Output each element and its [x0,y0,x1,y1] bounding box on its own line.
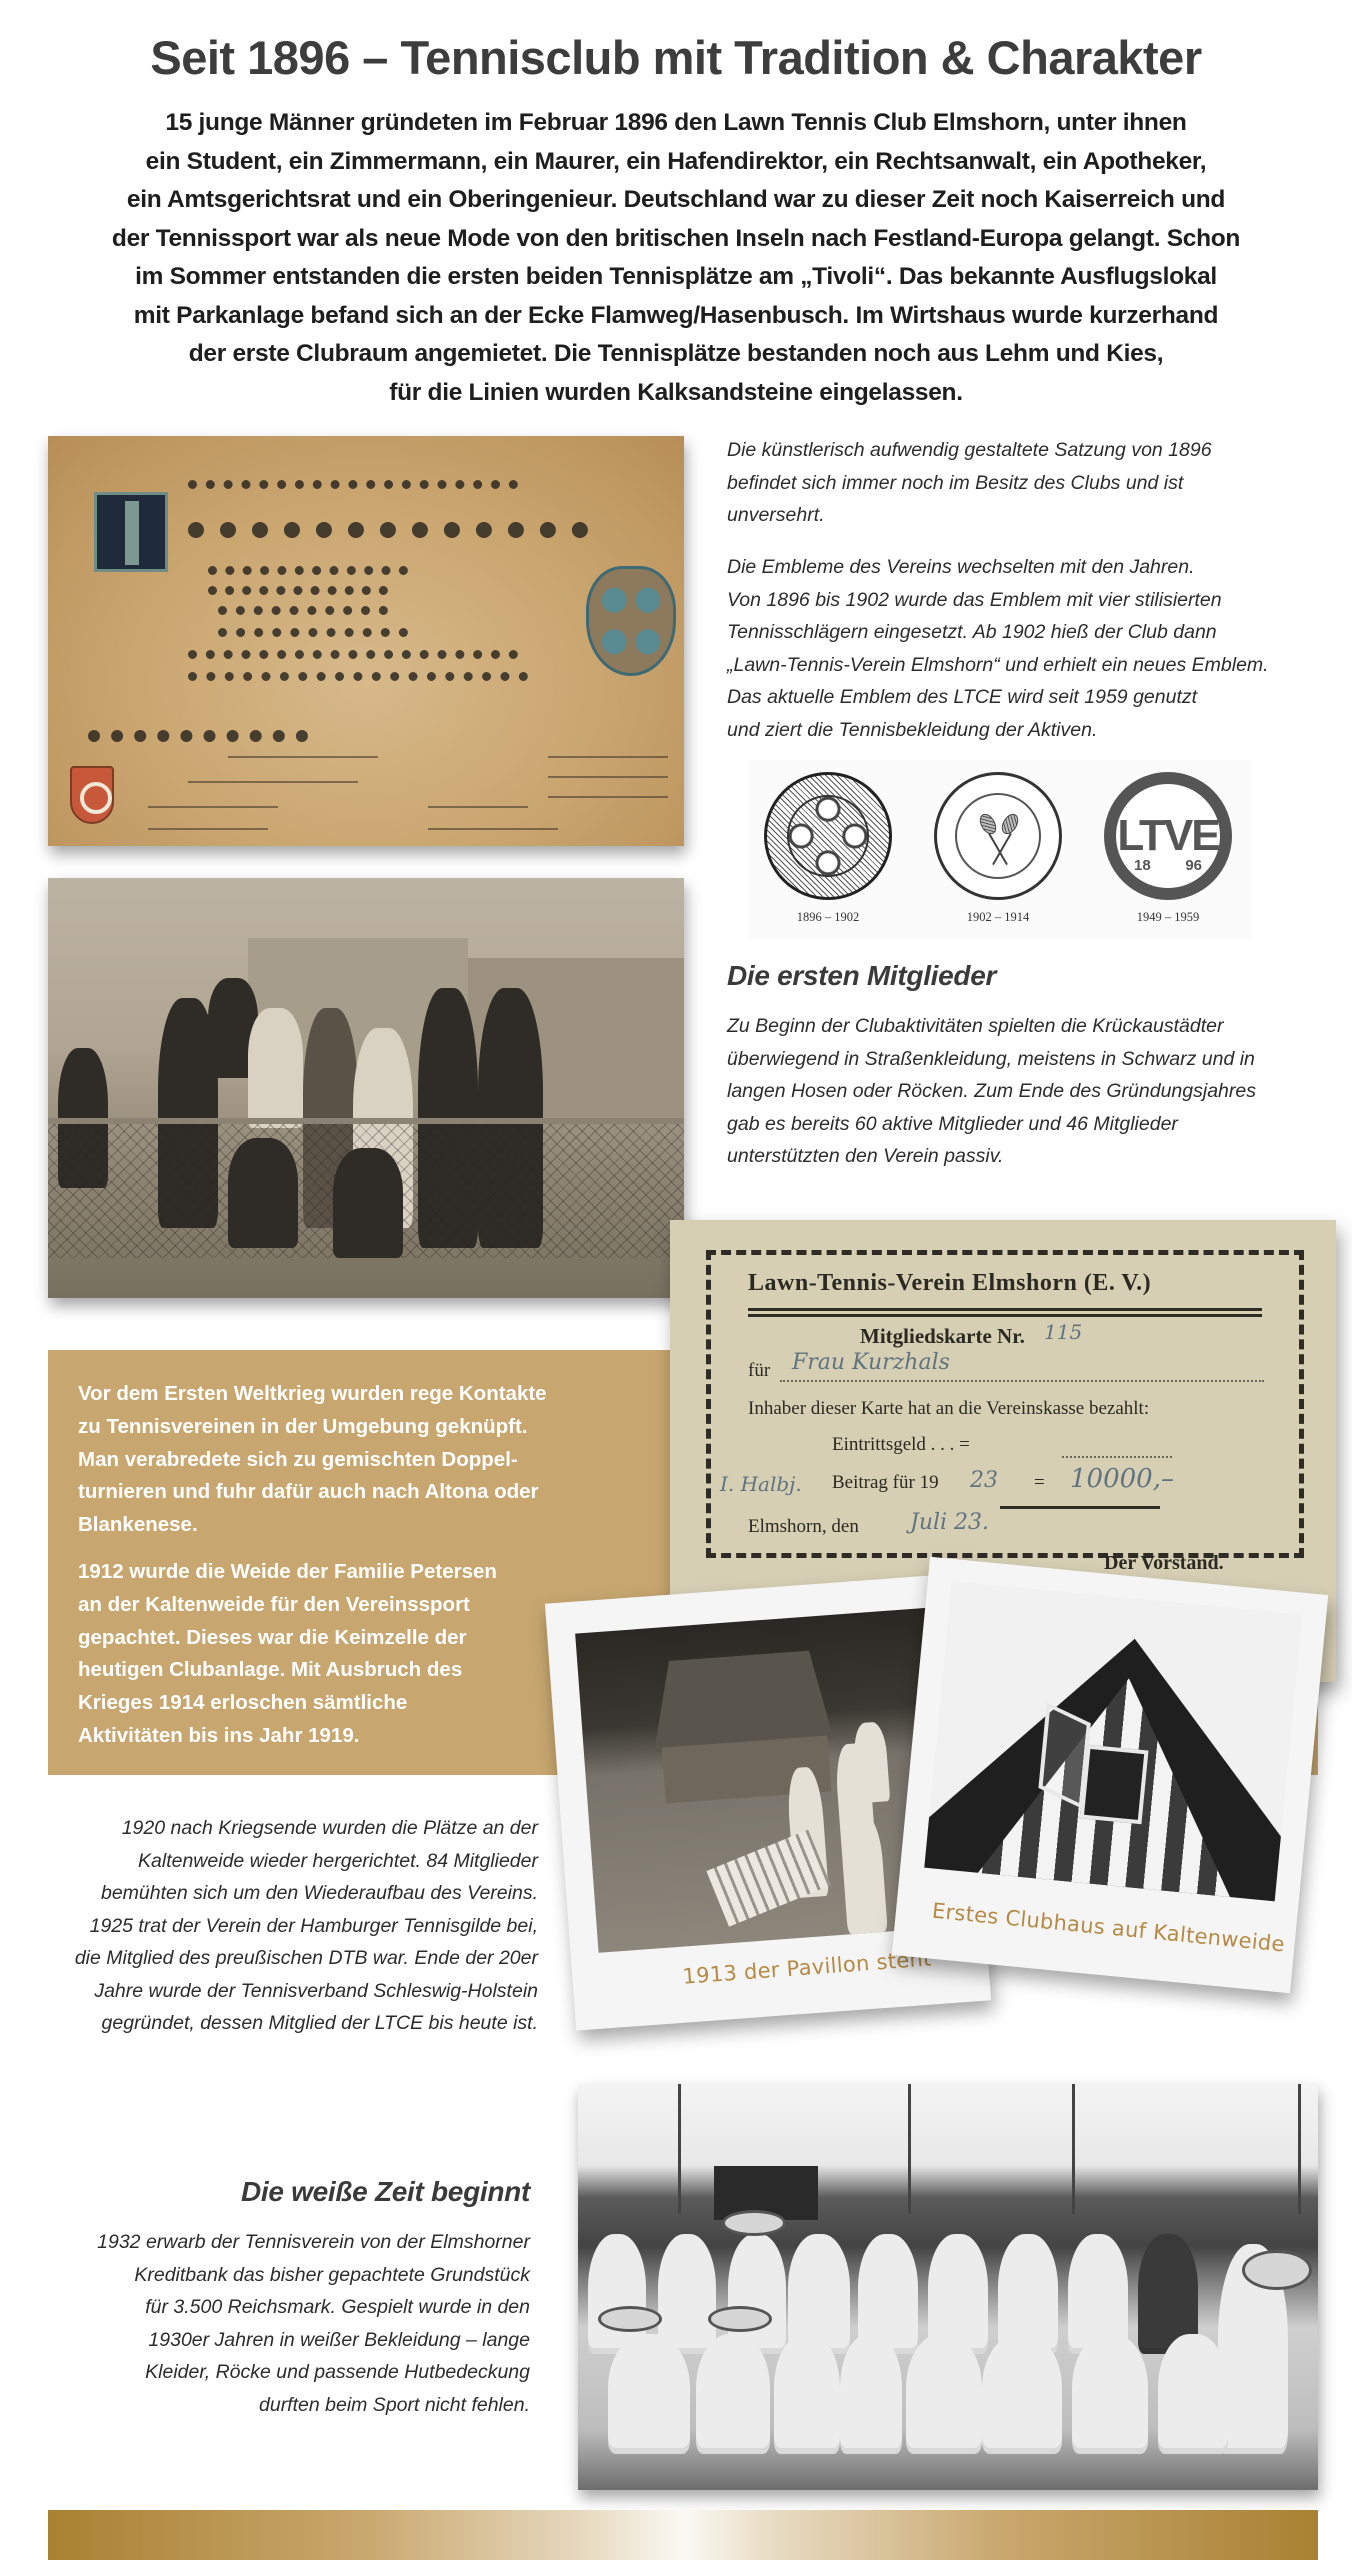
card-fuer-label: für [748,1360,771,1381]
card-rule [748,1308,1262,1311]
page-title: Seit 1896 – Tennisclub mit Tradition & Charakter [150,31,1202,84]
person-figure [248,1008,303,1128]
first-members-photo [48,878,684,1298]
script-line [188,650,518,659]
standing-player [658,2234,716,2354]
seated-player [608,2334,690,2454]
signature-line [548,776,668,778]
text-line: Kreditbank das bisher gepachtete Grundstück [134,2263,530,2286]
polaroid-clubhaus [892,1557,1328,1993]
ersten-mitglieder-paragraph [727,1010,1327,1173]
club-crest-drawing [586,566,676,676]
text-line: unterstützten den Verein passiv. [727,1145,1004,1167]
intro-line: im Sommer entstanden die ersten beiden Tennisplätze am „Tivoli“. Das bekannte Ausflugslokal [135,263,1217,290]
text-line: heutigen Clubanlage. Mit Ausbruch des [78,1658,463,1682]
weisse-zeit-paragraph [40,2226,530,2421]
text-line: langen Hosen oder Röcken. Zum Ende des Gründungsjahres [727,1080,1256,1102]
card-club-name: Lawn-Tennis-Verein Elmshorn (E. V.) [748,1270,1152,1296]
text-line: Aktivitäten bis ins Jahr 1919. [78,1723,360,1747]
card-underline [1000,1506,1160,1509]
text-line: bemühten sich um den Wiederaufbau des Vereins. [100,1882,538,1904]
text-line: Kleider, Röcke und passende Hutbedeckung [145,2361,530,2383]
intro-line: der Tennissport war als neue Mode von den britischen Inseln nach Festland-Europa gelangt. Schon [111,224,1241,252]
text-line: 1925 trat der Verein der Hamburger Tennisgilde bei, [89,1914,538,1937]
straw-hat [708,2306,772,2332]
intro-line: mit Parkanlage befand sich an der Ecke Flamweg/Hasenbusch. Im Wirtshaus wurde kurzerhand [133,301,1219,329]
intro-line: für die Linien wurden Kalksandsteine eingelassen. [389,378,963,406]
dotted-line [1062,1456,1172,1458]
script-line [188,672,528,681]
text-line: für 3.500 Reichsmark. Gespielt wurde in den [145,2296,530,2318]
text-line: 1930er Jahren in weißer Bekleidung – lange [148,2328,530,2351]
seated-player [696,2334,770,2454]
card-beitrag-value: 10000,– [1070,1464,1174,1494]
text-line: befindet sich immer noch im Besitz des Clubs und ist [727,471,1184,494]
nachkrieg-paragraph [40,1812,538,2040]
signature-line [148,828,268,830]
seated-player [1072,2334,1148,2454]
text-line: unversehrt. [727,504,825,526]
script-line [218,628,408,637]
text-line: an der Kaltenweide für den Vereinssport [78,1592,470,1616]
card-rule [748,1314,1262,1317]
script-line [188,480,518,489]
clubhaus-photo [924,1581,1302,1901]
coat-of-arms-icon [70,766,114,824]
intro-paragraph [40,104,1312,412]
card-vorstand: Der Vorstand. [1104,1552,1224,1574]
embleme-paragraph [727,551,1327,746]
text-line: turnieren und fuhr dafür auch nach Altona oder [78,1480,539,1504]
emblem-letters: LTVE [1117,811,1219,860]
card-inhaber-text: Inhaber dieser Karte hat an die Vereinskasse bezahlt: [748,1398,1150,1419]
card-beitrag-year: 23 [970,1468,998,1493]
fence-pole [678,2084,681,2214]
window [1080,1745,1149,1825]
card-margin-note: I. Halbj. [720,1472,802,1496]
garden-bench [706,1830,831,1927]
intro-line: ein Amtsgerichtsrat und ein Oberingenieur. Deutschland war zu dieser Zeit noch Kaiserreich und [126,186,1226,213]
text-line: 1920 nach Kriegsende wurden die Plätze an der [121,1817,538,1839]
racket-handle [992,833,1012,865]
polaroid-caption: 1913 der Pavillon steht [681,1946,933,1989]
text-line: Jahre wurde der Tennisverband Schleswig-Holstein [94,1979,538,2002]
text-line: gepachtet. Dieses war die Keimzelle der [78,1625,467,1649]
text-line: Das aktuelle Emblem des LTCE wird seit 1959 genutzt [727,686,1198,708]
script-line [208,586,388,595]
straw-hat [722,2210,786,2236]
satzung-1896-image [48,436,684,846]
script-line [188,522,588,538]
player-figure [852,1721,890,1803]
intro-line: ein Student, ein Zimmermann, ein Maurer, ein Hafendirektor, ein Rechtsanwalt, ein Apotheker, [145,147,1207,175]
straw-hat [1242,2250,1312,2290]
text-line: Krieges 1914 erloschen sämtliche [78,1691,408,1715]
emblem-year-left: 18 [1134,857,1151,874]
script-line [218,606,388,615]
text-line: Von 1896 bis 1902 wurde das Emblem mit vier stilisierten [727,588,1222,611]
text-line: und ziert die Tennisbekleidung der Aktiven. [727,718,1098,741]
signature-line [548,756,668,758]
signature-line [428,828,558,830]
straw-hat [598,2306,662,2332]
emblem-period-label: 1949 – 1959 [1136,910,1200,924]
seated-player [774,2334,840,2454]
dotted-line [780,1380,1264,1382]
illuminated-initial [94,492,168,572]
emblem-gallery [748,760,1252,940]
text-line: Vor dem Ersten Weltkrieg wurden rege Kontakte [78,1382,547,1405]
player-figure [839,1812,888,1935]
text-line: Zu Beginn der Clubaktivitäten spielten die Krückaustädter [727,1015,1224,1037]
signature-line [228,756,378,758]
card-date: Juli 23. [910,1510,990,1535]
crossed-rackets-emblem-icon [934,772,1062,900]
satzung-caption [727,434,1327,532]
signature-line [428,806,528,808]
card-member-name: Frau Kurzhals [792,1350,950,1375]
racket-handle [988,833,1008,865]
racket-quad-emblem-icon [764,772,892,900]
card-beitrag-label: Beitrag für 19 [832,1472,939,1493]
polaroid-caption: Erstes Clubhaus auf Kaltenweide [931,1898,1286,1957]
intro-line: 15 junge Männer gründeten im Februar 1896 den Lawn Tennis Club Elmshorn, unter ihnen [165,109,1187,136]
seated-child [333,1148,403,1258]
team-photo-1930s [578,2084,1318,2490]
fence-pole [1298,2084,1301,2214]
text-line: 1932 erwarb der Tennisverein von der Elmshorner [97,2231,530,2253]
signature-line [148,806,278,808]
card-eintrittsgeld: Eintrittsgeld . . . = [832,1434,970,1455]
text-line: Tennisschlägern eingesetzt. Ab 1902 hieß der Club dann [727,621,1217,643]
card-beitrag-eq: = [1034,1472,1045,1493]
text-line: gab es bereits 60 aktive Mitglieder und 46 Mitglieder [727,1112,1178,1135]
card-number: 115 [1044,1320,1083,1344]
seated-player [982,2334,1062,2454]
fence-pole [1072,2084,1075,2214]
text-line: Blankenese. [78,1513,198,1537]
fence-pole [908,2084,911,2214]
emblem-period-label: 1902 – 1914 [966,910,1030,924]
script-line [88,730,308,742]
weltkrieg-text [78,1378,618,1753]
signature-line [548,796,668,798]
text-line: Kaltenweide wieder hergerichtet. 84 Mitglieder [138,1849,538,1872]
seated-child [228,1138,298,1248]
signature-line [188,781,358,783]
gold-gradient-footer-bar [48,2510,1318,2560]
seated-player [906,2334,982,2454]
script-line [208,566,408,575]
emblem-year-right: 96 [1185,857,1202,874]
card-ort-label: Elmshorn, den [748,1516,859,1537]
seated-player [1158,2334,1228,2454]
text-line: „Lawn-Tennis-Verein Elmshorn“ und erhielt ein neues Emblem. [727,653,1269,676]
text-line: Man verabredete sich zu gemischten Doppel- [78,1447,518,1471]
text-line: gegründet, dessen Mitglied der LTCE bis heute ist. [101,2012,538,2034]
text-line: Die Embleme des Vereins wechselten mit den Jahren. [727,556,1195,578]
section-heading-weisse-zeit: Die weiße Zeit beginnt [241,2176,530,2207]
text-line: 1912 wurde die Weide der Familie Petersen [78,1559,497,1583]
ltve-emblem-icon [1104,772,1232,900]
seated-player [840,2334,902,2454]
emblem-period-label: 1896 – 1902 [796,910,860,924]
card-subtitle: Mitgliedskarte Nr. [860,1324,1025,1348]
text-line: durften beim Sport nicht fehlen. [259,2393,530,2416]
text-line: zu Tennisvereinen in der Umgebung geknüpft. [78,1414,528,1438]
text-line: Die künstlerisch aufwendig gestaltete Satzung von 1896 [727,439,1212,461]
intro-line: der erste Clubraum angemietet. Die Tennisplätze bestanden noch aus Lehm und Kies, [188,340,1164,367]
section-heading-ersten-mitglieder: Die ersten Mitglieder [727,960,997,991]
text-line: die Mitglied des preußischen DTB war. Ende der 20er [74,1947,538,1969]
text-line: überwiegend in Straßenkleidung, meistens in Schwarz und in [727,1047,1255,1070]
